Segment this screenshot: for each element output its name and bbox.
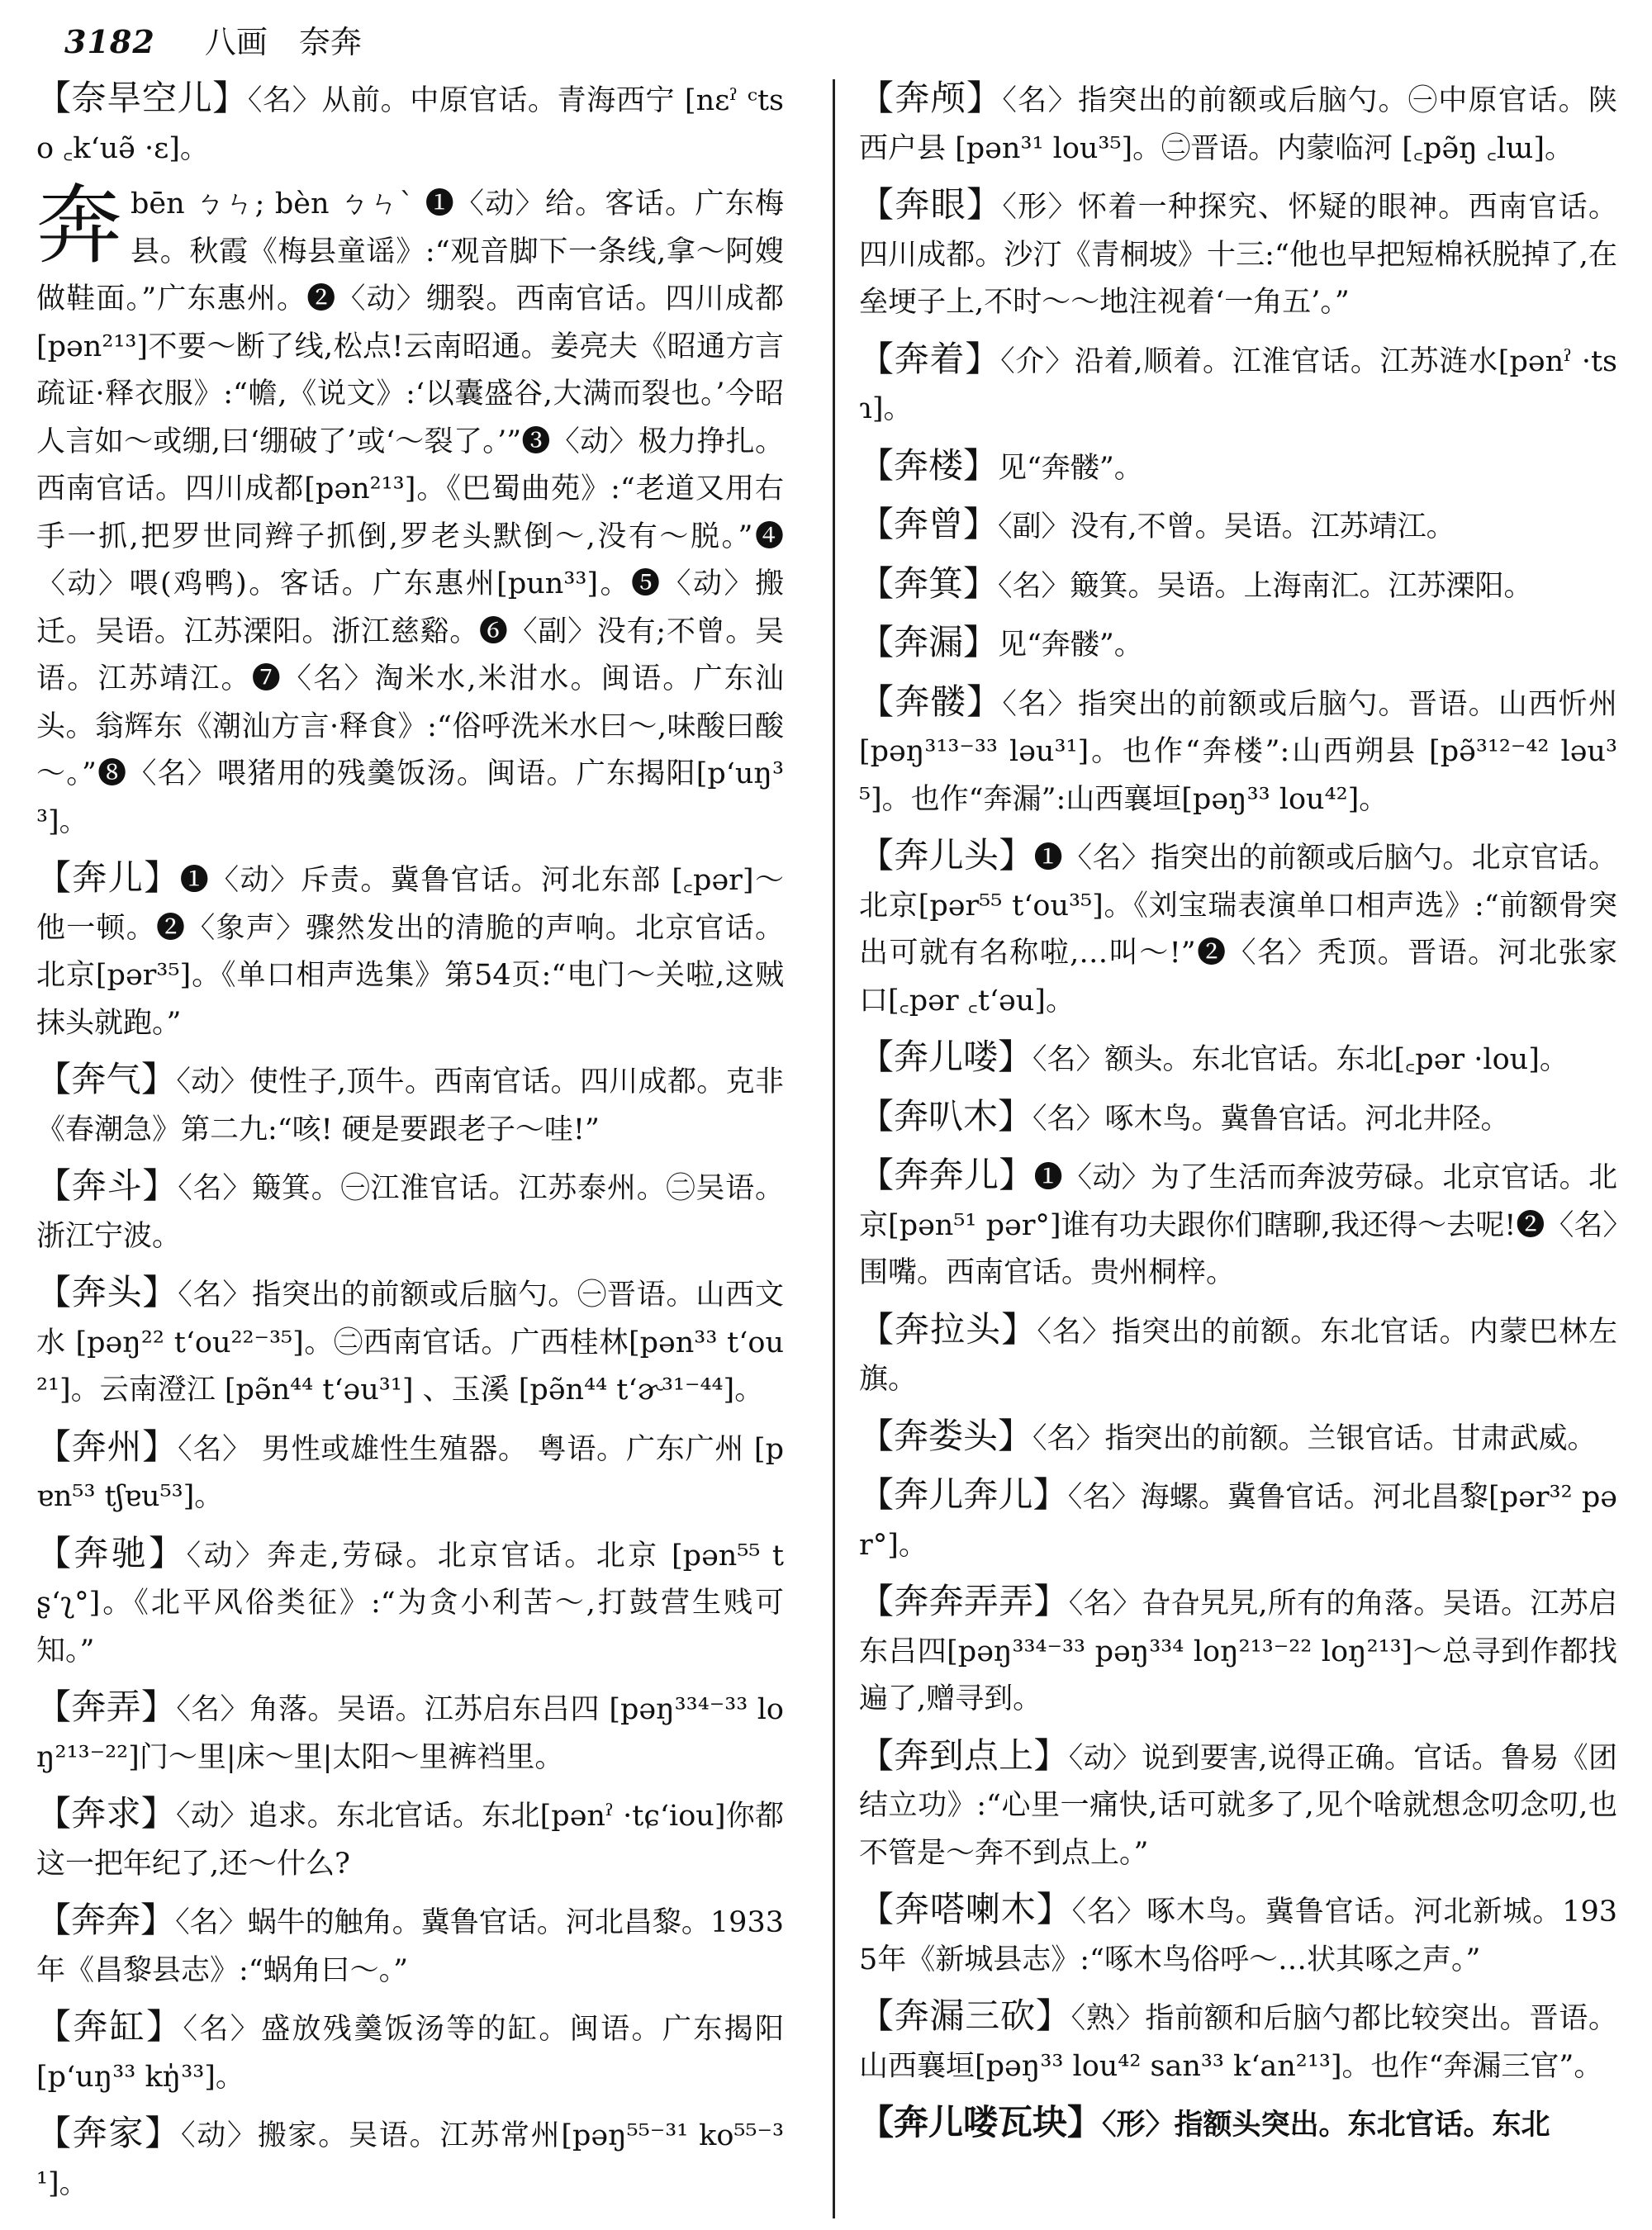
entry-ben-chi: 【奔驰】〈动〉奔走,劳碌。北京官话。北京 [pən⁵⁵ tʂ‘ʅ°]。《北平风俗类征》:“为贪小利苦～,打鼓营生贱可知。” bbox=[36, 1532, 784, 1668]
entry-ben-ji: 【奔箕】〈名〉簸箕。吴语。上海南汇。江苏溧阳。 bbox=[859, 562, 1533, 604]
headword: 【奔儿奔儿】 bbox=[859, 1474, 1068, 1515]
entry-ben-jia: 【奔家】〈动〉搬家。吴语。江苏常州[pəŋ⁵⁵⁻³¹ ko⁵⁵⁻³¹]。 bbox=[36, 2113, 784, 2200]
page-number: 3182 bbox=[64, 23, 155, 60]
entry-ben-er-tou: 【奔儿头】❶〈名〉指突出的前额或后脑勺。北京官话。北京[pər⁵⁵ t‘ou³⁵]。《刘宝瑞表演单口相声选》:“前额骨突出可就有名称啦,…叫～!”❷〈名〉秃顶。晋语。河北张家口[꜀pər ꜀t‘əu]。 bbox=[859, 835, 1617, 1018]
headword: 【奔娄头】 bbox=[859, 1415, 1033, 1456]
entry-ben-da-la-mu: 【奔嗒喇木】〈名〉啄木鸟。冀鲁官话。河北新城。1935年《新城县志》:“啄木鸟俗呼～…状其啄之声。” bbox=[859, 1889, 1617, 1976]
headword: 【奔拉头】 bbox=[859, 1308, 1037, 1350]
entry-ben-zhe: 【奔着】〈介〉沿着,顺着。江淮官话。江苏涟水[pənˀ ·tsɿ]。 bbox=[859, 338, 1617, 425]
entry-nai-han-kong-er: 【奈旱空儿】〈名〉从前。中原官话。青海西宁 [nɛˀ ᶜtso ꜀k‘uə̃ ·ɛ]。 bbox=[36, 78, 784, 165]
entry-ben-yan: 【奔眼】〈形〉怀着一种探究、怀疑的眼神。西南官话。四川成都。沙汀《青桐坡》十三:“他也早把短棉袄脱掉了,在垒埂子上,不时～～地注视着‘一角五’。” bbox=[859, 184, 1617, 319]
entry-ben-tou: 【奔头】〈名〉指突出的前额或后脑勺。㊀晋语。山西文水 [pəŋ²² t‘ou²²⁻³⁵]。㊁西南官话。广西桂林[pən³³ t‘ou²¹]。云南澄江 [pə̃n⁴⁴ t‘əu³¹] 、玉溪 [pə̃n⁴⁴ t‘ɚ³¹⁻⁴⁴]。 bbox=[36, 1272, 784, 1407]
headword: 【奔箕】 bbox=[859, 562, 999, 604]
entry-ben-main bbox=[36, 175, 784, 846]
headword: 【奔漏】 bbox=[859, 622, 999, 662]
headword: 【奔曾】 bbox=[859, 504, 999, 544]
headword: 【奔奔弄弄】 bbox=[859, 1581, 1069, 1621]
headword: 【奔州】 bbox=[36, 1426, 178, 1467]
entry-ben-ceng: 【奔曾】〈副〉没有,不曾。吴语。江苏靖江。 bbox=[859, 504, 1455, 544]
entry-ben-dao-dian-shang: 【奔到点上】〈动〉说到要害,说得正确。官话。鲁易《团结立功》:“心里一痛快,话可就多了,见个啥就想念叨念叨,也不管是～奔不到点上。” bbox=[859, 1734, 1617, 1870]
headword: 【奔头】 bbox=[36, 1272, 178, 1312]
entry-ben-zhou: 【奔州】〈名〉 男性或雄性生殖器。 粤语。广东广州 [pɐn⁵³ tʃɐu⁵³]。 bbox=[36, 1426, 784, 1513]
headword: 【奔颅】 bbox=[859, 78, 1003, 118]
right-column bbox=[859, 74, 1617, 2157]
headword: 【奔儿喽瓦块】 bbox=[859, 2102, 1103, 2142]
headword: 【奔髅】 bbox=[859, 681, 1003, 722]
headword: 【奔儿喽】 bbox=[859, 1037, 1033, 1077]
headword: 【奔弄】 bbox=[36, 1687, 177, 1727]
entry-ben-qiu: 【奔求】〈动〉追求。东北官话。东北[pənˀ ·tɕ‘iou]你都这一把年纪了,还～什么? bbox=[36, 1793, 784, 1881]
entry-ben-er-ben-er: 【奔儿奔儿】〈名〉海螺。冀鲁官话。河北昌黎[pər³² pər°]。 bbox=[859, 1474, 1617, 1562]
headword: 【奔着】 bbox=[859, 338, 1001, 379]
entry-ben-lu: 【奔颅】〈名〉指突出的前额或后脑勺。㊀中原官话。陕西户县 [pən³¹ lou³⁵]。㊁晋语。内蒙临河 [꜀pə̃ŋ ꜀lɯ]。 bbox=[859, 78, 1617, 165]
guide-characters: 奈奔 bbox=[298, 24, 362, 60]
stroke-count-heading: 八画 bbox=[204, 24, 268, 60]
left-column bbox=[36, 74, 784, 2216]
headword: 【奔气】 bbox=[36, 1059, 177, 1099]
entry-ben-ben-er: 【奔奔儿】❶〈动〉为了生活而奔波劳碌。北京官话。北京[pən⁵¹ pər°]谁有功夫跟你们瞎聊,我还得～去呢!❷〈名〉围嘴。西南官话。贵州桐梓。 bbox=[859, 1155, 1617, 1289]
entry-ben-er-lou: 【奔儿喽】〈名〉额头。东北官话。东北[꜀pər ·lou]。 bbox=[859, 1037, 1569, 1077]
headword: 【奔漏三砍】 bbox=[859, 1995, 1071, 2036]
entry-ben-nong: 【奔弄】〈名〉角落。吴语。江苏启东吕四 [pəŋ³³⁴⁻³³ loŋ²¹³⁻²²]门～里|床～里|太阳～里裤裆里。 bbox=[36, 1687, 784, 1774]
entry-ben-gang: 【奔缸】〈名〉盛放残羹饭汤等的缸。闽语。广东揭阳 [p‘uŋ³³ kŋ̍³³]。 bbox=[36, 2006, 784, 2094]
headword: 【奔儿头】 bbox=[859, 835, 1034, 875]
entry-ben-ben: 【奔奔】〈名〉蜗牛的触角。冀鲁官话。河北昌黎。1933年《昌黎县志》:“蜗角曰～。” bbox=[36, 1900, 784, 1987]
headword: 【奔缸】 bbox=[36, 2006, 183, 2047]
headword: 【奔斗】 bbox=[36, 1165, 178, 1206]
headword: 【奈旱空儿】 bbox=[36, 78, 248, 118]
entry-ben-la-tou: 【奔拉头】〈名〉指突出的前额。东北官话。内蒙巴林左旗。 bbox=[859, 1308, 1617, 1396]
headword: 【奔嗒喇木】 bbox=[859, 1889, 1072, 1929]
entry-ben-dou: 【奔斗】〈名〉簸箕。㊀江淮官话。江苏泰州。㊁吴语。浙江宁波。 bbox=[36, 1165, 784, 1253]
headword: 【奔眼】 bbox=[859, 184, 1003, 225]
entry-ben-lou-san-kan: 【奔漏三砍】〈熟〉指前额和后脑勺都比较突出。晋语。山西襄垣[pəŋ³³ lou⁴² san³³ k‘an²¹³]。也作“奔漏三官”。 bbox=[859, 1995, 1617, 2083]
headword: 【奔叭木】 bbox=[859, 1095, 1033, 1136]
entry-ben-lou-skull: 【奔髅】〈名〉指突出的前额或后脑勺。晋语。山西忻州 [pəŋ³¹³⁻³³ ləu³¹]。也作“奔楼”:山西朔县 [pə̃³¹²⁻⁴² ləu³⁵]。也作“奔漏”:山西襄垣[pəŋ³³ lou⁴²]。 bbox=[859, 681, 1617, 816]
entry-ben-er-lou-wa-kuai: 【奔儿喽瓦块】〈形〉指额头突出。东北官话。东北 bbox=[859, 2102, 1550, 2142]
headword: 【奔奔儿】 bbox=[859, 1155, 1034, 1195]
head-character: 奔 bbox=[36, 175, 123, 276]
entry-ben-lou: 【奔楼】见“奔髅”。 bbox=[859, 444, 1143, 486]
entry-ben-lou-tou: 【奔娄头】〈名〉指突出的前额。兰银官话。甘肃武威。 bbox=[859, 1415, 1597, 1456]
entry-ben-ben-nong-nong: 【奔奔弄弄】〈名〉旮旮旯旯,所有的角落。吴语。江苏启东吕四[pəŋ³³⁴⁻³³ pəŋ³³⁴ loŋ²¹³⁻²² loŋ²¹³]～总寻到作都找遍了,赠寻到。 bbox=[859, 1581, 1617, 1715]
headword: 【奔到点上】 bbox=[859, 1734, 1069, 1776]
entry-ben-lou-leak: 【奔漏】见“奔髅”。 bbox=[859, 622, 1143, 662]
headword: 【奔楼】 bbox=[859, 444, 999, 486]
page-header bbox=[64, 18, 1617, 66]
entry-ben-ba-mu: 【奔叭木】〈名〉啄木鸟。冀鲁官话。河北井陉。 bbox=[859, 1095, 1510, 1136]
headword: 【奔奔】 bbox=[36, 1900, 176, 1940]
entry-ben-qi: 【奔气】〈动〉使性子,顶牛。西南官话。四川成都。克非《春潮急》第二九:“咳! 硬是要跟老子～哇!” bbox=[36, 1059, 784, 1146]
headword: 【奔儿】 bbox=[36, 857, 180, 898]
headword: 【奔驰】 bbox=[36, 1532, 187, 1573]
entry-ben-er: 【奔儿】❶〈动〉斥责。冀鲁官话。河北东部 [꜀pər]～他一顿。❷〈象声〉骤然发出的清脆的声响。北京官话。北京[pər³⁵]。《单口相声选集》第54页:“电门～关啦,这贼抹头就跑。” bbox=[36, 857, 784, 1040]
column-divider bbox=[833, 79, 835, 2218]
headword: 【奔求】 bbox=[36, 1793, 176, 1834]
entry-ben-body: bēn ㄅㄣ; bèn ㄅㄣˋ ❶〈动〉给。客话。广东梅县。秋霞《梅县童谣》:“观音脚下一条线,拿～阿嫂做鞋面。”广东惠州。❷〈动〉绷裂。西南官话。四川成都[pən²¹³]不要～断了线,松点!云南昭通。姜亮夫《昭通方言疏证·释衣服》:“幨,《说文》:‘以囊盛谷,大满而裂也。’今昭人言如～或绷,曰‘绷破了’或‘～裂了。’”❸〈动〉极力挣扎。西南官话。四川成都[pən²¹³]。《巴蜀曲苑》:“老道又用右手一抓,把罗世同辫子抓倒,罗老头默倒～,没有～脱。”❹〈动〉喂(鸡鸭)。客话。广东惠州[pun³³]。❺〈动〉搬迁。吴语。江苏溧阳。浙江慈谿。❻〈副〉没有;不曾。吴语。江苏靖江。❼〈名〉淘米水,米泔水。闽语。广东汕头。翁辉东《潮汕方言·释食》:“俗呼洗米水曰～,味酸曰酸～。”❽〈名〉喂猪用的残羹饭汤。闽语。广东揭阳[p‘uŋ³³]。 bbox=[36, 187, 784, 838]
headword: 【奔家】 bbox=[36, 2113, 182, 2153]
